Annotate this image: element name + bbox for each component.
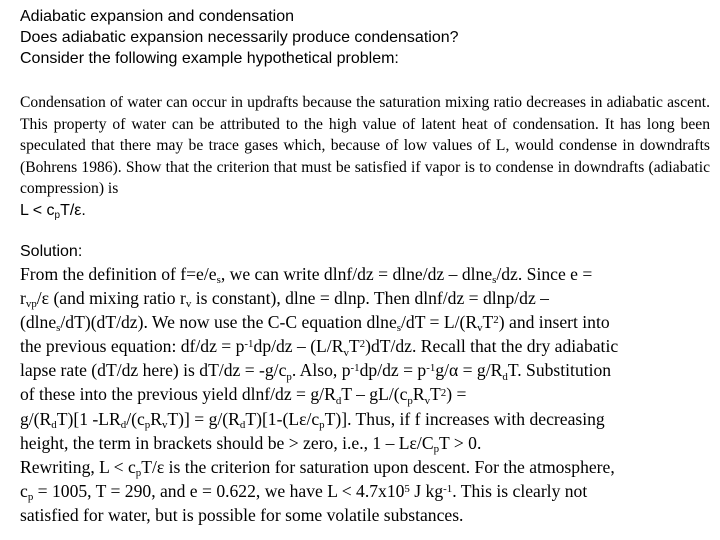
question-line: Does adiabatic expansion necessarily produce condensation? (20, 29, 459, 46)
subscript: vp (25, 298, 37, 311)
subscript: p (407, 394, 413, 407)
formula-lhs: L < c (20, 201, 55, 219)
subscript: v (161, 418, 168, 431)
text-run: /ε (and mixing ratio r (36, 288, 186, 309)
text-run: . This is clearly not (452, 480, 588, 501)
subscript: s (216, 274, 221, 287)
subscript: p (27, 491, 34, 504)
solution-line (20, 503, 710, 527)
text-run: height, the term in brackets should be > zero, i.e., 1 – Lε/C (20, 432, 434, 453)
text-run: R (150, 408, 162, 429)
solution-label: Solution: (20, 243, 83, 260)
subscript: d (120, 418, 127, 431)
superscript: -1 (244, 338, 254, 351)
text-run: R (412, 384, 425, 405)
solution-line (20, 407, 710, 431)
superscript: 2 (493, 314, 499, 327)
text-run: = 1005, T = 290, and e = 0.622, we have L < 4.7x10 (33, 480, 405, 501)
text-run: T)] = g/(R (167, 408, 240, 429)
subscript: d (502, 370, 508, 383)
solution-line (20, 479, 710, 503)
problem-text: Condensation of water can occur in updrafts because the saturation mixing ratio decreases in adiabatic ascent. This property of water can be attributed to the high value of latent heat of condensation. It has long been speculated that there may be trace gases which, because of low values of L, would condense in downdrafts (Bohrens 1986). Show that the criterion that must be satisfied if vapor is to condense in downdrafts (adiabatic compression) is (20, 94, 710, 198)
text-run: c (20, 480, 28, 501)
superscript: 2 (440, 386, 447, 399)
text-run: of these into the previous yield dlnf/dz = g/R (20, 384, 336, 405)
text-run: T > 0. (439, 432, 482, 453)
text-run: T)[1 -LR (56, 408, 121, 429)
criterion-formula (20, 201, 710, 221)
text-run: . Also, p (291, 360, 351, 381)
subscript: p (433, 442, 440, 455)
text-run: T)]. Thus, if f increases with decreasing (324, 408, 605, 429)
solution-block (20, 262, 710, 527)
superscript: -1 (443, 482, 453, 495)
header-block (20, 6, 710, 69)
instruction-line: Consider the following example hypothetical problem: (20, 50, 399, 67)
subscript: p (144, 418, 151, 431)
text-run: the previous equation: df/dz = p (20, 336, 245, 357)
text-run: lapse rate (dT/dz here) is dT/dz = -g/c (20, 360, 287, 381)
subscript: d (239, 418, 246, 431)
subscript: s (396, 322, 402, 335)
subscript: p (319, 418, 325, 431)
text-run: J kg (409, 480, 444, 501)
subscript: p (286, 370, 292, 383)
superscript: -1 (426, 362, 436, 375)
subscript: v (343, 346, 349, 359)
solution-text (20, 262, 710, 527)
subscript: v (424, 394, 431, 407)
text-run: /dT)(dT/dz). We now use the C-C equation dlne (60, 312, 397, 333)
subscript: s (492, 274, 497, 287)
page-title: Adiabatic expansion and condensation (20, 8, 294, 25)
solution-line (20, 334, 710, 358)
text-run: (dlne (20, 312, 57, 333)
text-run: T (348, 336, 360, 357)
text-run: T. Substitution (507, 360, 612, 381)
subscript: d (51, 418, 57, 431)
text-run: T)[1-(Lε/c (245, 408, 320, 429)
text-run: /(c (126, 408, 145, 429)
solution-line (20, 310, 710, 334)
text-run: g/(R (20, 408, 52, 429)
formula-subscript: p (54, 209, 61, 221)
subscript: p (135, 467, 142, 480)
text-run: ) = (446, 384, 467, 405)
text-run: , we can write dlnf/dz = dlne/dz – dlne (220, 264, 493, 284)
text-run: ) and insert into (498, 312, 610, 333)
solution-line (20, 358, 710, 382)
text-run: is constant), dlne = dlnp. Then dlnf/dz = dlnp/dz – (191, 288, 549, 309)
text-run: /dT = L/(R (401, 312, 478, 333)
text-run: dp/dz = p (359, 360, 427, 381)
text-run: T (482, 312, 494, 333)
text-run: satisfied for water, but is possible for some volatile substances. (20, 504, 464, 525)
text-run: r (20, 288, 26, 309)
superscript: 2 (359, 338, 366, 351)
formula-rhs: T/ε. (60, 201, 86, 219)
text-run: From the definition of f=e/e (20, 264, 217, 284)
subscript: v (185, 298, 192, 311)
text-run: g/α = g/R (435, 360, 503, 381)
subscript: s (56, 322, 61, 335)
text-run: T (430, 384, 441, 405)
solution-line (20, 262, 710, 286)
solution-line (20, 431, 710, 455)
text-run: dp/dz – (L/R (253, 336, 344, 357)
text-run: )dT/dz. Recall that the dry adiabatic (365, 336, 619, 357)
text-run: T – gL/(c (341, 384, 408, 405)
solution-line (20, 286, 710, 310)
subscript: v (477, 322, 483, 335)
problem-block (20, 92, 710, 221)
superscript: 5 (404, 482, 410, 495)
solution-line (20, 455, 710, 479)
text-run: /dz. Since e = (496, 264, 593, 284)
superscript: -1 (350, 362, 360, 375)
solution-line (20, 382, 710, 406)
subscript: d (335, 394, 342, 407)
text-run: T/ε is the criterion for saturation upon descent. For the atmosphere, (141, 456, 615, 477)
text-run: Rewriting, L < c (20, 456, 136, 477)
